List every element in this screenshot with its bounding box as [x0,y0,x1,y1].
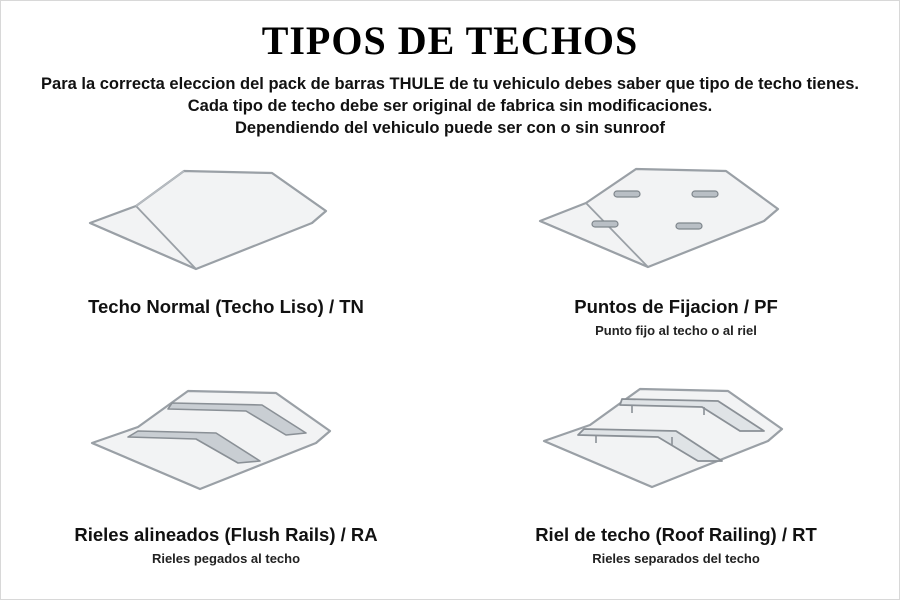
subtitle-block [1,74,899,140]
roof-type-caption-pf: Puntos de Fijacion / PF [574,296,778,317]
car-roof-flush-rails-icon [1,369,451,519]
subtitle-line-2: Cada tipo de techo debe ser original de fabrica sin modificaciones. [187,96,713,115]
roof-type-caption-ra: Rieles alineados (Flush Rails) / RA [74,524,378,545]
page-title: TIPOS DE TECHOS [261,18,639,63]
roof-type-caption-tn: Techo Normal (Techo Liso) / TN [88,296,364,317]
roof-type-card-pf [451,151,900,376]
roof-type-subcaption-rt: Rieles separados del techo [592,551,760,566]
roof-type-subcaption-ra: Rieles pegados al techo [151,551,301,566]
roof-type-card-tn [1,151,451,376]
roof-type-caption-rt: Riel de techo (Roof Railing) / RT [535,524,817,545]
roof-types-grid [1,151,900,601]
roof-type-subcaption-pf: Punto fijo al techo o al riel [595,323,757,338]
roof-type-card-ra [1,369,451,594]
car-roof-plain-icon [1,151,451,301]
subtitle-line-3: Dependiendo del vehiculo puede ser con o sin sunroof [235,118,665,137]
roof-type-card-rt [451,369,900,594]
car-roof-raised-railing-icon [451,369,900,519]
car-roof-fixpoints-icon [451,151,900,301]
subtitle-line-1: Para la correcta eleccion del pack de barras THULE de tu vehiculo debes saber que tipo de techo tienes. [41,75,859,93]
